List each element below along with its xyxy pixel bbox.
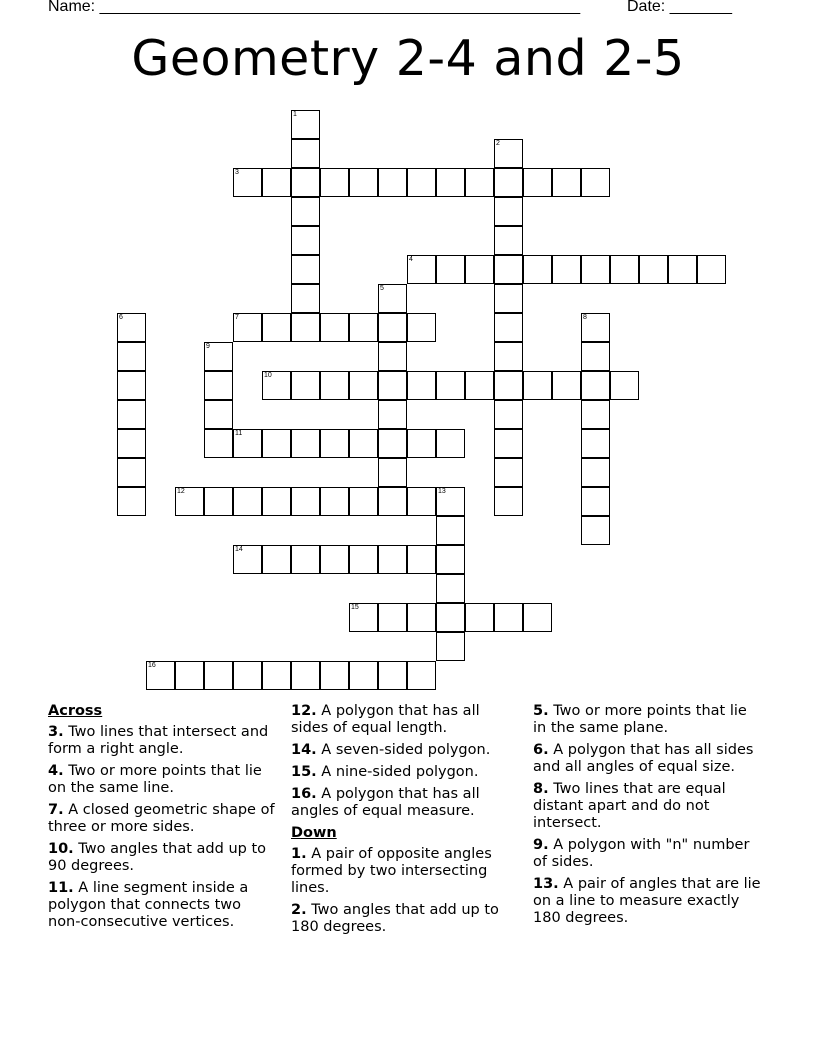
crossword-cell[interactable] (117, 487, 146, 516)
crossword-cell[interactable] (204, 342, 233, 371)
crossword-cell[interactable] (349, 313, 378, 342)
crossword-cell[interactable] (378, 168, 407, 197)
crossword-cell[interactable] (465, 255, 494, 284)
crossword-cell[interactable] (494, 313, 523, 342)
crossword-cell[interactable] (494, 487, 523, 516)
clue-down-2 (291, 902, 521, 936)
crossword-cell[interactable] (581, 429, 610, 458)
crossword-cell[interactable] (291, 197, 320, 226)
crossword-cell[interactable] (291, 284, 320, 313)
clue-text: Two lines that are equal distant apart and do not intersect. (533, 781, 726, 831)
crossword-cell[interactable] (436, 632, 465, 661)
name-field[interactable]: Name: ______________________________________________________ (48, 0, 581, 15)
clue-number-label: 12 (177, 488, 185, 495)
crossword-cell[interactable] (349, 429, 378, 458)
crossword-cell[interactable] (291, 226, 320, 255)
crossword-cell[interactable] (291, 110, 320, 139)
clue-across-12 (291, 703, 521, 737)
crossword-cell[interactable] (494, 168, 523, 197)
clue-column-3 (533, 703, 763, 932)
crossword-cell[interactable] (552, 371, 581, 400)
crossword-cell[interactable] (378, 313, 407, 342)
crossword-cell[interactable] (204, 429, 233, 458)
crossword-cell[interactable] (233, 168, 262, 197)
clue-number: 5. (533, 703, 549, 719)
crossword-cell[interactable] (262, 487, 291, 516)
crossword-cell[interactable] (262, 429, 291, 458)
clue-number-label: 4 (409, 256, 413, 263)
clue-number-label: 16 (148, 662, 156, 669)
clue-text: A closed geometric shape of three or more sides. (48, 802, 275, 835)
crossword-cell[interactable] (291, 313, 320, 342)
clue-column-2 (291, 703, 521, 941)
crossword-cell[interactable] (204, 400, 233, 429)
crossword-cell[interactable] (494, 458, 523, 487)
clue-number-label: 13 (438, 488, 446, 495)
clue-text: A pair of opposite angles formed by two intersecting lines. (291, 846, 492, 896)
crossword-cell[interactable] (320, 487, 349, 516)
crossword-cell[interactable] (494, 371, 523, 400)
clue-number: 2. (291, 902, 307, 918)
crossword-cell[interactable] (262, 168, 291, 197)
crossword-cell[interactable] (320, 429, 349, 458)
crossword-cell[interactable] (204, 487, 233, 516)
clue-number-label: 6 (119, 314, 123, 321)
crossword-cell[interactable] (523, 255, 552, 284)
clue-text: Two angles that add up to 180 degrees. (291, 902, 499, 935)
clue-number: 3. (48, 724, 64, 740)
crossword-cell[interactable] (204, 661, 233, 690)
crossword-cell[interactable] (407, 487, 436, 516)
clue-number-label: 11 (235, 430, 243, 437)
clue-number: 13. (533, 876, 559, 892)
crossword-cell[interactable] (523, 603, 552, 632)
crossword-cell[interactable] (436, 255, 465, 284)
clue-across-14 (291, 742, 521, 759)
crossword-cell[interactable] (436, 168, 465, 197)
crossword-cell[interactable] (697, 255, 726, 284)
crossword-cell[interactable] (407, 255, 436, 284)
crossword-cell[interactable] (233, 487, 262, 516)
crossword-cell[interactable] (233, 545, 262, 574)
clue-across-4 (48, 763, 278, 797)
page-title: Geometry 2-4 and 2-5 (131, 30, 685, 87)
clue-number: 9. (533, 837, 549, 853)
crossword-cell[interactable] (117, 371, 146, 400)
crossword-cell[interactable] (581, 458, 610, 487)
crossword-cell[interactable] (465, 371, 494, 400)
crossword-cell[interactable] (610, 371, 639, 400)
clue-down-8 (533, 781, 763, 832)
clue-number: 15. (291, 764, 317, 780)
crossword-cell[interactable] (581, 487, 610, 516)
clue-number-label: 5 (380, 285, 384, 292)
crossword-cell[interactable] (436, 603, 465, 632)
clue-number-label: 1 (293, 111, 297, 118)
across-heading: Across (48, 703, 103, 719)
crossword-cell[interactable] (320, 168, 349, 197)
crossword-cell[interactable] (378, 545, 407, 574)
clue-number-label: 10 (264, 372, 272, 379)
crossword-cell[interactable] (349, 661, 378, 690)
crossword-cell[interactable] (175, 661, 204, 690)
crossword-cell[interactable] (233, 313, 262, 342)
crossword-cell[interactable] (291, 487, 320, 516)
crossword-cell[interactable] (581, 168, 610, 197)
clue-across-15 (291, 764, 521, 781)
clue-number: 14. (291, 742, 317, 758)
crossword-cell[interactable] (407, 168, 436, 197)
crossword-cell[interactable] (494, 255, 523, 284)
crossword-cell[interactable] (639, 255, 668, 284)
crossword-cell[interactable] (407, 661, 436, 690)
crossword-cell[interactable] (320, 371, 349, 400)
crossword-cell[interactable] (407, 545, 436, 574)
clue-number-label: 3 (235, 169, 239, 176)
crossword-cell[interactable] (320, 661, 349, 690)
crossword-cell[interactable] (378, 487, 407, 516)
clue-text: A seven-sided polygon. (321, 742, 491, 758)
crossword-cell[interactable] (349, 603, 378, 632)
crossword-cell[interactable] (494, 429, 523, 458)
clue-text: A polygon that has all angles of equal measure. (291, 786, 480, 819)
crossword-cell[interactable] (610, 255, 639, 284)
crossword-cell[interactable] (378, 342, 407, 371)
clue-number-label: 14 (235, 546, 243, 553)
clue-number-label: 7 (235, 314, 239, 321)
crossword-cell[interactable] (436, 487, 465, 516)
crossword-cell[interactable] (523, 371, 552, 400)
clue-number: 7. (48, 802, 64, 818)
clue-down-1 (291, 846, 521, 897)
clue-number-label: 15 (351, 604, 359, 611)
clue-text: Two or more points that lie on the same line. (48, 763, 262, 796)
crossword-cell[interactable] (291, 139, 320, 168)
crossword-cell[interactable] (233, 661, 262, 690)
clue-text: A nine-sided polygon. (321, 764, 479, 780)
clue-down-6 (533, 742, 763, 776)
crossword-cell[interactable] (494, 400, 523, 429)
clue-down-13 (533, 876, 763, 927)
clue-number: 4. (48, 763, 64, 779)
clue-number: 8. (533, 781, 549, 797)
crossword-cell[interactable] (378, 661, 407, 690)
crossword-cell[interactable] (262, 545, 291, 574)
clue-across-10 (48, 841, 278, 875)
crossword-cell[interactable] (552, 168, 581, 197)
crossword-cell[interactable] (349, 168, 378, 197)
crossword-cell[interactable] (581, 516, 610, 545)
crossword-cell[interactable] (117, 429, 146, 458)
crossword-cell[interactable] (436, 516, 465, 545)
clue-text: A pair of angles that are lie on a line to measure exactly 180 degrees. (533, 876, 761, 926)
crossword-cell[interactable] (378, 429, 407, 458)
crossword-cell[interactable] (407, 371, 436, 400)
crossword-cell[interactable] (233, 429, 262, 458)
crossword-cell[interactable] (320, 545, 349, 574)
crossword-cell[interactable] (465, 603, 494, 632)
crossword-cell[interactable] (117, 313, 146, 342)
crossword-cell[interactable] (523, 168, 552, 197)
clue-text: A line segment inside a polygon that connects two non-consecutive vertices. (48, 880, 249, 930)
clue-number: 12. (291, 703, 317, 719)
crossword-cell[interactable] (494, 342, 523, 371)
crossword-cell[interactable] (581, 400, 610, 429)
clue-text: Two angles that add up to 90 degrees. (48, 841, 267, 874)
crossword-cell[interactable] (378, 371, 407, 400)
clue-across-7 (48, 802, 278, 836)
down-heading: Down (291, 825, 337, 841)
crossword-cell[interactable] (320, 313, 349, 342)
crossword-cell[interactable] (291, 661, 320, 690)
clue-across-3 (48, 724, 278, 758)
crossword-cell[interactable] (204, 371, 233, 400)
crossword-cell[interactable] (175, 487, 204, 516)
clue-text: A polygon that has all sides of equal length. (291, 703, 480, 736)
clue-down-5 (533, 703, 763, 737)
crossword-cell[interactable] (581, 342, 610, 371)
crossword-cell[interactable] (291, 255, 320, 284)
clue-across-16 (291, 786, 521, 820)
crossword-cell[interactable] (407, 429, 436, 458)
clue-number: 6. (533, 742, 549, 758)
crossword-cell[interactable] (581, 255, 610, 284)
clue-number-label: 9 (206, 343, 210, 350)
clue-number: 11. (48, 880, 74, 896)
crossword-cell[interactable] (117, 342, 146, 371)
crossword-cell[interactable] (436, 371, 465, 400)
crossword-cell[interactable] (117, 400, 146, 429)
clue-across-11 (48, 880, 278, 931)
clue-number-label: 2 (496, 140, 500, 147)
crossword-cell[interactable] (291, 545, 320, 574)
crossword-cell[interactable] (494, 226, 523, 255)
crossword-cell[interactable] (262, 313, 291, 342)
crossword-cell[interactable] (668, 255, 697, 284)
crossword-cell[interactable] (378, 400, 407, 429)
clue-number: 10. (48, 841, 74, 857)
crossword-cell[interactable] (581, 371, 610, 400)
crossword-cell[interactable] (349, 545, 378, 574)
crossword-cell[interactable] (262, 371, 291, 400)
crossword-cell[interactable] (407, 313, 436, 342)
crossword-cell[interactable] (349, 487, 378, 516)
crossword-cell[interactable] (291, 371, 320, 400)
crossword-cell[interactable] (262, 661, 291, 690)
crossword-cell[interactable] (407, 603, 436, 632)
crossword-cell[interactable] (494, 603, 523, 632)
crossword-cell[interactable] (291, 429, 320, 458)
crossword-cell[interactable] (291, 168, 320, 197)
clue-text: A polygon that has all sides and all angles of equal size. (533, 742, 754, 775)
crossword-cell[interactable] (494, 139, 523, 168)
clue-text: Two or more points that lie in the same plane. (533, 703, 747, 736)
crossword-cell[interactable] (378, 458, 407, 487)
clue-number-label: 8 (583, 314, 587, 321)
clue-number: 16. (291, 786, 317, 802)
crossword-cell[interactable] (146, 661, 175, 690)
crossword-cell[interactable] (494, 197, 523, 226)
crossword-cell[interactable] (436, 429, 465, 458)
crossword-cell[interactable] (581, 313, 610, 342)
date-field[interactable]: Date: _______ (627, 0, 732, 15)
crossword-cell[interactable] (436, 574, 465, 603)
clue-text: Two lines that intersect and form a right angle. (48, 724, 269, 757)
clue-column-1 (48, 703, 278, 936)
clue-text: A polygon with "n" number of sides. (533, 837, 750, 870)
clue-number: 1. (291, 846, 307, 862)
crossword-cell[interactable] (378, 603, 407, 632)
crossword-cell[interactable] (465, 168, 494, 197)
crossword-cell[interactable] (378, 284, 407, 313)
crossword-cell[interactable] (349, 371, 378, 400)
clue-down-9 (533, 837, 763, 871)
crossword-cell[interactable] (494, 284, 523, 313)
crossword-cell[interactable] (117, 458, 146, 487)
crossword-cell[interactable] (436, 545, 465, 574)
crossword-cell[interactable] (552, 255, 581, 284)
